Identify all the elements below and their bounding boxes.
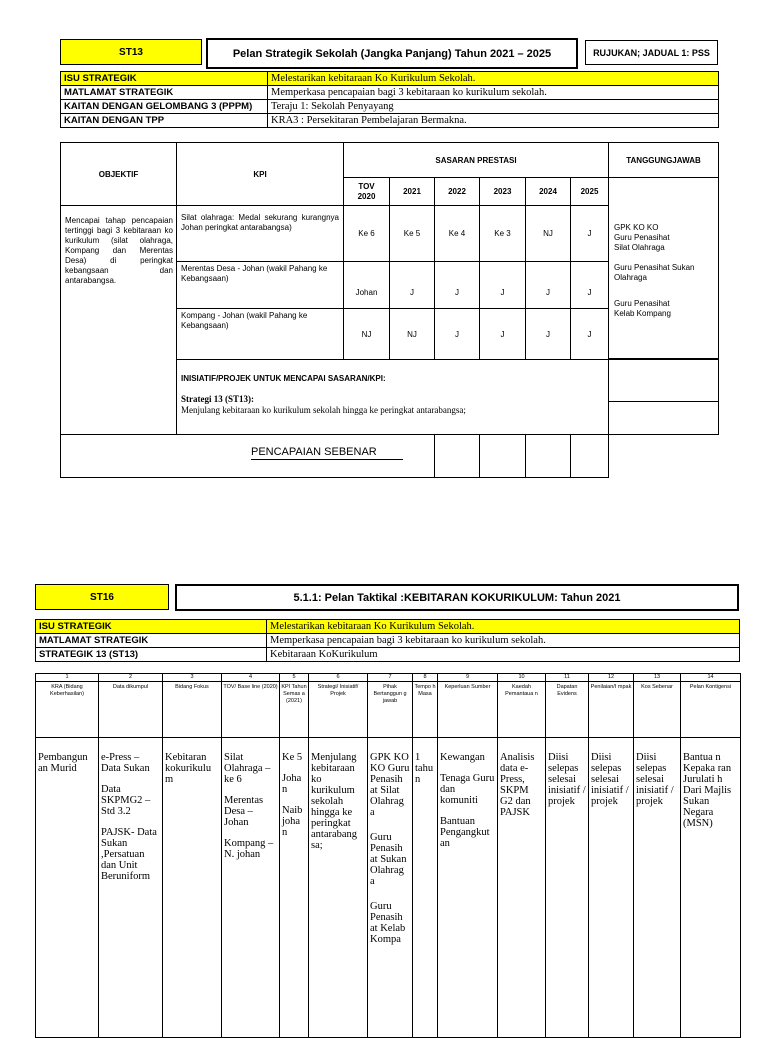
achievement-value — [434, 434, 480, 478]
table-cell — [634, 738, 681, 1038]
responsible-item: Guru Penasihat — [614, 233, 670, 242]
kpi-value: Johan — [343, 261, 390, 309]
kpi-text: Merentas Desa - Johan (wakil Pahang ke Kebangsaan) — [181, 264, 328, 283]
table-cell — [681, 738, 741, 1038]
strategy-label: Strategi 13 (ST13): — [181, 394, 254, 404]
column-title: Penilaian/I mpak — [589, 682, 634, 738]
cell-text: Data SKPMG2 – Std 3.2 — [101, 784, 151, 817]
kpi-value: J — [570, 261, 609, 309]
cell-text: Guru Penasih at Kelab Kompa — [370, 901, 406, 945]
info-value: KRA3 : Persekitaran Pembelajaran Bermakna. — [268, 114, 719, 128]
column-number: 3 — [163, 674, 222, 682]
responsible-item: Kelab Kompang — [614, 309, 671, 318]
kpi-value: J — [525, 308, 571, 360]
info-row — [61, 86, 719, 100]
cell-text: Merentas Desa – Johan — [224, 795, 264, 828]
sasaran-header: SASARAN PRESTASI — [343, 142, 609, 178]
column-title: Pihak Bertanggun g jawab — [368, 682, 413, 738]
responsible-list — [614, 223, 714, 319]
kpi-value: Ke 5 — [389, 205, 435, 262]
cell-text: Analisis data e-Press, SKPM G2 dan PAJSK — [500, 752, 535, 818]
kpi-value: NJ — [389, 308, 435, 360]
info-row — [36, 634, 740, 648]
column-title: KPI Tahun Semas a (2021) — [280, 682, 309, 738]
cell-text: e-Press – Data Sukan — [101, 752, 150, 774]
column-number: 5 — [280, 674, 309, 682]
bottom-code-badge: ST16 — [35, 584, 169, 610]
cell-text: Menjulang kebitaraan ko kurikulum sekolah hingga ke peringkat antarabang sa; — [311, 752, 358, 851]
info-value: Melestarikan kebitaraan Ko Kurikulum Sekolah. — [267, 620, 740, 634]
info-label: MATLAMAT STRATEGIK — [36, 634, 267, 648]
achievement-label: PENCAPAIAN SEBENAR — [251, 445, 403, 460]
kpi-value: J — [570, 205, 609, 262]
kpi-cell — [176, 261, 344, 309]
column-number-row — [36, 674, 741, 682]
table-cell — [589, 738, 634, 1038]
kpi-header — [176, 142, 344, 206]
cell-text: Kompang – N. johan — [224, 838, 274, 860]
cell-text: GPK KO KO Guru Penasih at Silat Olahrag a — [370, 752, 410, 818]
cell-text: Kewangan — [440, 752, 485, 763]
column-title: Kos Sebenar — [634, 682, 681, 738]
info-label: ISU STRATEGIK — [61, 72, 268, 86]
achievement-value — [479, 434, 526, 478]
kpi-value: J — [479, 261, 526, 309]
table-cell — [222, 738, 280, 1038]
kpi-value: J — [525, 261, 571, 309]
kpi-value: Ke 3 — [479, 205, 526, 262]
column-number: 9 — [438, 674, 498, 682]
info-row — [36, 620, 740, 634]
column-number: 11 — [546, 674, 589, 682]
column-title: Tempo h Masa — [413, 682, 438, 738]
info-row — [36, 648, 740, 662]
column-title: Strategi/ Inisiatif/ Projek — [309, 682, 368, 738]
info-value: Kebitaraan KoKurikulum — [267, 648, 740, 662]
info-value: Melestarikan kebitaraan Ko Kurikulum Sekolah. — [268, 72, 719, 86]
top-title: Pelan Strategik Sekolah (Jangka Panjang) Tahun 2021 – 2025 — [206, 38, 578, 69]
kpi-value: J — [570, 308, 609, 360]
cell-text: Joha n — [282, 773, 302, 795]
responsible-item: Silat Olahraga — [614, 243, 665, 252]
column-number: 14 — [681, 674, 741, 682]
table-cell — [280, 738, 309, 1038]
info-label: MATLAMAT STRATEGIK — [61, 86, 268, 100]
column-title: TOV/ Base line (2020) — [222, 682, 280, 738]
kpi-value: J — [479, 308, 526, 360]
kpi-value: J — [434, 308, 480, 360]
kpi-value: J — [434, 261, 480, 309]
kpi-cell — [176, 205, 344, 262]
cell-text: Naib joha n — [282, 805, 303, 838]
column-title: Keperluan Sumber — [438, 682, 498, 738]
cell-text: Bantua n Kepaka ran Jurulati h Dari Majlis Sukan Negara (MSN) — [683, 752, 732, 829]
tanggungjawab-header: TANGGUNGJAWAB — [608, 142, 719, 178]
cell-text: Diisi selepas selesai inisiatif / projek — [636, 752, 674, 807]
info-label: STRATEGIK 13 (ST13) — [36, 648, 267, 662]
column-number: 12 — [589, 674, 634, 682]
year-header: 2023 — [479, 177, 526, 206]
initiative-right-cell — [608, 359, 719, 402]
kpi-value: J — [389, 261, 435, 309]
kpi-value: Ke 6 — [343, 205, 390, 262]
responsible-item: Guru Penasihat Sukan Olahraga — [614, 263, 695, 282]
kpi-cell — [176, 308, 344, 360]
column-title: KRA (Bidang Keberhasilan) — [36, 682, 99, 738]
cell-text: Diisi selepas selesai inisiatif / projek — [548, 752, 586, 807]
top-info-table — [60, 71, 719, 128]
table-cell — [36, 738, 99, 1038]
objective-text: Mencapai tahap pencapaian tertinggi bagi 3 kebitaraan ko kurikulum (silat olahraga, Kompang dan Merentas Desa) di peringkat kebangsaan dan antarabangsa. — [65, 216, 173, 285]
achievement-value — [570, 434, 609, 478]
cell-text: Tenaga Guru dan komuniti — [440, 773, 495, 806]
info-value: Teraju 1: Sekolah Penyayang — [268, 100, 719, 114]
column-title: Data dikumpul — [99, 682, 163, 738]
year-header: 2022 — [434, 177, 480, 206]
kpi-text: Silat olahraga: Medal sekurang kurangnya Johan peringkat antarabangsa) — [181, 213, 339, 232]
tactical-plan-table — [35, 673, 741, 1038]
year-header: TOV 2020 — [343, 177, 390, 206]
table-cell — [498, 738, 546, 1038]
cell-text: Kebitaran kokurikulu m — [165, 752, 212, 785]
year-header: 2024 — [525, 177, 571, 206]
info-value: Memperkasa pencapaian bagi 3 kebitaraan ko kurikulum sekolah. — [268, 86, 719, 100]
cell-text: Diisi selepas selesai inisiatif / projek — [591, 752, 629, 807]
kpi-value: NJ — [343, 308, 390, 360]
cell-text: Ke 5 — [282, 752, 303, 763]
top-code-badge: ST13 — [60, 39, 202, 65]
column-number: 1 — [36, 674, 99, 682]
table-cell — [413, 738, 438, 1038]
info-label: ISU STRATEGIK — [36, 620, 267, 634]
initiative-title: INISIATIF/PROJEK UNTUK MENCAPAI SASARAN/KPI: — [181, 374, 386, 383]
column-title: Dapatan Evidens — [546, 682, 589, 738]
info-label: KAITAN DENGAN GELOMBANG 3 (PPPM) — [61, 100, 268, 114]
table-row — [36, 738, 741, 1038]
table-cell — [546, 738, 589, 1038]
column-number: 6 — [309, 674, 368, 682]
column-number: 7 — [368, 674, 413, 682]
initiative-right-cell — [608, 401, 719, 435]
kpi-value: NJ — [525, 205, 571, 262]
initiative-cell — [176, 359, 609, 435]
top-reference: RUJUKAN; JADUAL 1: PSS — [585, 40, 718, 65]
info-label: KAITAN DENGAN TPP — [61, 114, 268, 128]
column-title: Kaedah Pemantaua n — [498, 682, 546, 738]
column-number: 4 — [222, 674, 280, 682]
kpi-text: Kompang - Johan (wakil Pahang ke Kebangsaan) — [181, 311, 308, 330]
table-cell — [163, 738, 222, 1038]
kpi-header-label: KPI — [253, 169, 267, 179]
column-title: Pelan Kontigensi — [681, 682, 741, 738]
table-cell — [438, 738, 498, 1038]
info-row — [61, 72, 719, 86]
achievement-value — [525, 434, 571, 478]
cell-text: 1 tahu n — [415, 752, 434, 785]
cell-text: Pembangun an Murid — [38, 752, 88, 774]
responsible-item: GPK KO KO — [614, 223, 659, 232]
cell-text: PAJSK- Data Sukan ,Persatuan dan Unit Beruniform — [101, 827, 157, 882]
info-row — [61, 100, 719, 114]
column-number: 2 — [99, 674, 163, 682]
column-number: 8 — [413, 674, 438, 682]
strategy-text: Menjulang kebitaraan ko kurikulum sekolah hingga ke peringkat antarabangsa; — [181, 405, 466, 415]
bottom-info-table — [35, 619, 740, 662]
cell-text: Bantuan Pengangkut an — [440, 816, 490, 849]
column-title-row — [36, 682, 741, 738]
kpi-value: Ke 4 — [434, 205, 480, 262]
achievement-cell — [60, 434, 435, 478]
column-number: 10 — [498, 674, 546, 682]
bottom-title: 5.1.1: Pelan Taktikal :KEBITARAN KOKURIKULUM: Tahun 2021 — [175, 584, 739, 611]
column-number: 13 — [634, 674, 681, 682]
table-cell — [99, 738, 163, 1038]
cell-text: Silat Olahraga – ke 6 — [224, 752, 271, 785]
responsible-item: Guru Penasihat — [614, 299, 670, 308]
objective-cell — [60, 205, 177, 435]
objective-header-label: OBJEKTIF — [98, 169, 139, 179]
table-cell — [368, 738, 413, 1038]
year-header: 2025 — [570, 177, 609, 206]
column-title: Bidang Fokus — [163, 682, 222, 738]
info-value: Memperkasa pencapaian bagi 3 kebitaraan ko kurikulum sekolah. — [267, 634, 740, 648]
year-header: 2021 — [389, 177, 435, 206]
cell-text: Guru Penasih at Sukan Olahrag a — [370, 832, 407, 887]
table-cell — [309, 738, 368, 1038]
info-row — [61, 114, 719, 128]
objective-header — [60, 142, 177, 206]
